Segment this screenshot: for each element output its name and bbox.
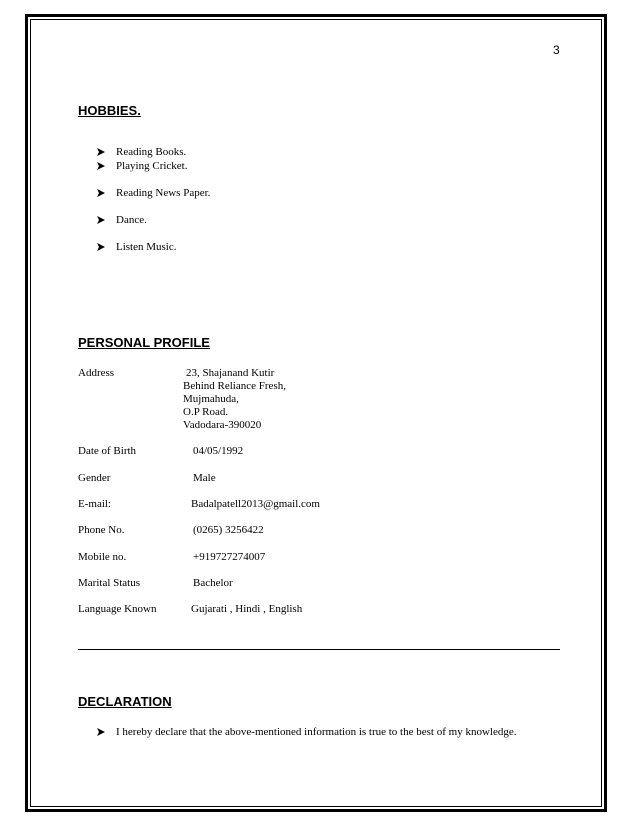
marital-status-value: Bachelor (193, 577, 233, 589)
declaration-heading: DECLARATION (78, 694, 172, 709)
arrow-bullet-icon (96, 215, 106, 225)
hobby-text: Reading News Paper. (116, 187, 211, 199)
address-line: Behind Reliance Fresh, (183, 380, 286, 392)
language-value: Gujarati , Hindi , English (191, 603, 303, 615)
gender-value: Male (193, 472, 216, 484)
arrow-bullet-icon (96, 161, 106, 171)
address-line: Mujmahuda, (183, 393, 239, 405)
page-border-inner (30, 19, 602, 807)
address-line: Vadodara-390020 (183, 419, 262, 431)
hobby-text: Playing Cricket. (116, 160, 188, 172)
hobby-item (96, 241, 177, 253)
address-line: O.P Road. (183, 406, 229, 418)
mobile-label: Mobile no. (78, 551, 127, 563)
declaration-item (96, 726, 516, 738)
phone-value: (0265) 3256422 (193, 524, 264, 536)
dob-label: Date of Birth (78, 445, 137, 457)
hobby-item (96, 187, 210, 199)
section-divider (78, 649, 560, 650)
hobby-text: Reading Books. (116, 146, 187, 158)
language-label: Language Known (78, 603, 157, 615)
arrow-bullet-icon (96, 242, 106, 252)
marital-status-label: Marital Status (78, 577, 141, 589)
address-label: Address (78, 367, 115, 379)
hobby-item (96, 146, 186, 158)
address-line: 23, Shajanand Kutir (186, 367, 275, 379)
hobby-item (96, 214, 147, 226)
gender-label: Gender (78, 472, 111, 484)
personal-profile-heading: PERSONAL PROFILE (78, 335, 210, 350)
email-label: E-mail: (78, 498, 111, 510)
arrow-bullet-icon (96, 147, 106, 157)
phone-label: Phone No. (78, 524, 125, 536)
dob-value: 04/05/1992 (193, 445, 244, 457)
hobby-item (96, 160, 188, 172)
declaration-text: I hereby declare that the above-mentioned information is true to the best of my knowledge. (116, 726, 517, 738)
hobby-text: Dance. (116, 214, 147, 226)
arrow-bullet-icon (96, 727, 106, 737)
mobile-value: +919727274007 (193, 551, 266, 563)
arrow-bullet-icon (96, 188, 106, 198)
email-value: Badalpatell2013@gmail.com (191, 498, 320, 510)
page-number: 3 (553, 43, 560, 57)
hobbies-heading: HOBBIES. (78, 103, 141, 118)
hobby-text: Listen Music. (116, 241, 177, 253)
